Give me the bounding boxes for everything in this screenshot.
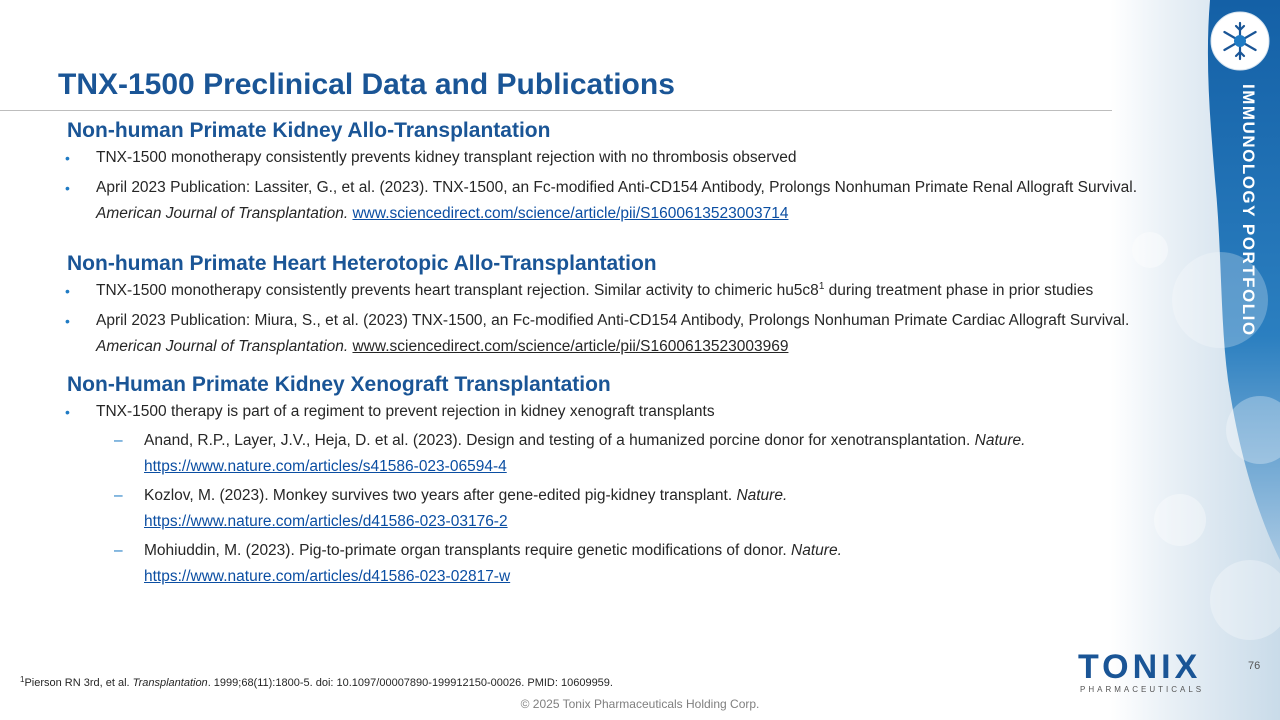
footnote: $^1$Pierson RN 3rd, et al. Transplantation. 1999;68(11):1800-5. doi: 10.1097/00007890-199912150-00026. PMID: 10609959.	[20, 675, 613, 689]
publication-link[interactable]: https://www.nature.com/articles/d41586-023-03176-2	[144, 513, 508, 530]
dash-icon: –	[114, 487, 123, 504]
dash-icon: –	[114, 542, 123, 559]
bullet-icon: •	[65, 404, 70, 420]
bullet-item: • April 2023 Publication: Miura, S., et al. (2023) TNX-1500, an Fc-modified Anti-CD154 Antibody, Prolongs Nonhuman Primate Cardiac Allograft Survival. American Journal of Transplantation. www.sciencedirect.com/science/article/pii/S1600613523003969	[67, 308, 1147, 360]
section-heading: Non-human Primate Heart Heterotopic Allo-Transplantation	[67, 252, 657, 275]
main-content	[67, 117, 1147, 590]
tonix-logo	[1078, 649, 1208, 699]
page-title: TNX-1500 Preclinical Data and Publications	[58, 68, 675, 101]
dash-icon: –	[114, 432, 123, 449]
bullet-icon: •	[65, 150, 70, 166]
section-heart-allo	[67, 250, 1147, 360]
bullet-item: • April 2023 Publication: Lassiter, G., et al. (2023). TNX-1500, an Fc-modified Anti-CD154 Antibody, Prolongs Nonhuman Primate Renal Allograft Survival. American Journal of Transplantation. www.sciencedirect.com/science/article/pii/S1600613523003714	[67, 175, 1147, 227]
journal-name: Nature.	[736, 487, 788, 504]
section-heading: Non-human Primate Kidney Allo-Transplantation	[67, 119, 551, 142]
bullet-icon: •	[65, 283, 70, 299]
section-kidney-xeno	[67, 371, 1147, 590]
section-kidney-allo	[67, 117, 1147, 227]
journal-name: Nature.	[791, 542, 842, 559]
logo-subtitle: PHARMACEUTICALS	[1080, 685, 1205, 694]
journal-name: American Journal of Transplantation.	[96, 205, 349, 222]
publication-link[interactable]: www.sciencedirect.com/science/article/pii/S1600613523003969	[352, 338, 789, 355]
publication-link[interactable]: https://www.nature.com/articles/d41586-023-02817-w	[144, 568, 511, 585]
publication-link[interactable]: https://www.nature.com/articles/s41586-023-06594-4	[144, 458, 507, 475]
page-number: 76	[1248, 660, 1261, 672]
bullet-icon: •	[65, 180, 70, 196]
bullet-item: • TNX-1500 monotherapy consistently prevents heart transplant rejection. Similar activity to chimeric $hu5c8^1$ during treatment phase in prior studies	[67, 278, 1147, 304]
journal-name: Nature.	[974, 432, 1026, 449]
journal-name: American Journal of Transplantation.	[96, 338, 349, 355]
snowflake-molecule-icon	[1210, 11, 1270, 71]
sub-bullet-item: – Mohiuddin, M. (2023). Pig-to-primate organ transplants require genetic modifications of donor. Nature. https://www.nature.com/articles/d41586-023-02817-w	[96, 538, 1147, 590]
bullet-item: • TNX-1500 monotherapy consistently prevents kidney transplant rejection with no thrombosis observed	[67, 145, 1147, 171]
bullet-item: • TNX-1500 therapy is part of a regiment to prevent rejection in kidney xenograft transplants – Anand, R.P., Layer, J.V., Heja, D. et al. (2023). Design and testing of a humanized porcine donor for xenotransplantation. Nature. https://www.nature.com/articles/s41586-023-06594-4 – Kozlov, M. (2023). Monkey survives two years after gene-edited pig-kidney transplant. Nature. https://www.nature.com/articles/d41586-023-03176-2 – Mohiuddin, M. (2023). Pig-to-primate organ transplants require genetic modifications of donor. Nature. https://www.nature.com/articles/d41586-023-02817-w	[67, 399, 1147, 590]
portfolio-side-label: IMMUNOLOGY PORTFOLIO	[1239, 84, 1258, 337]
bullet-icon: •	[65, 313, 70, 329]
logo-word: TONIX	[1078, 648, 1202, 686]
sub-bullet-item: – Anand, R.P., Layer, J.V., Heja, D. et al. (2023). Design and testing of a humanized porcine donor for xenotransplantation. Nature. https://www.nature.com/articles/s41586-023-06594-4	[96, 428, 1147, 480]
copyright-notice: © 2025 Tonix Pharmaceuticals Holding Corp.	[520, 697, 760, 711]
section-heading: Non-Human Primate Kidney Xenograft Transplantation	[67, 373, 611, 396]
title-divider	[0, 110, 1112, 111]
sub-bullet-item: – Kozlov, M. (2023). Monkey survives two years after gene-edited pig-kidney transplant. Nature. https://www.nature.com/articles/d41586-023-03176-2	[96, 483, 1147, 535]
footnote-marker: 1	[818, 281, 825, 292]
publication-link[interactable]: www.sciencedirect.com/science/article/pii/S1600613523003714	[352, 205, 789, 222]
